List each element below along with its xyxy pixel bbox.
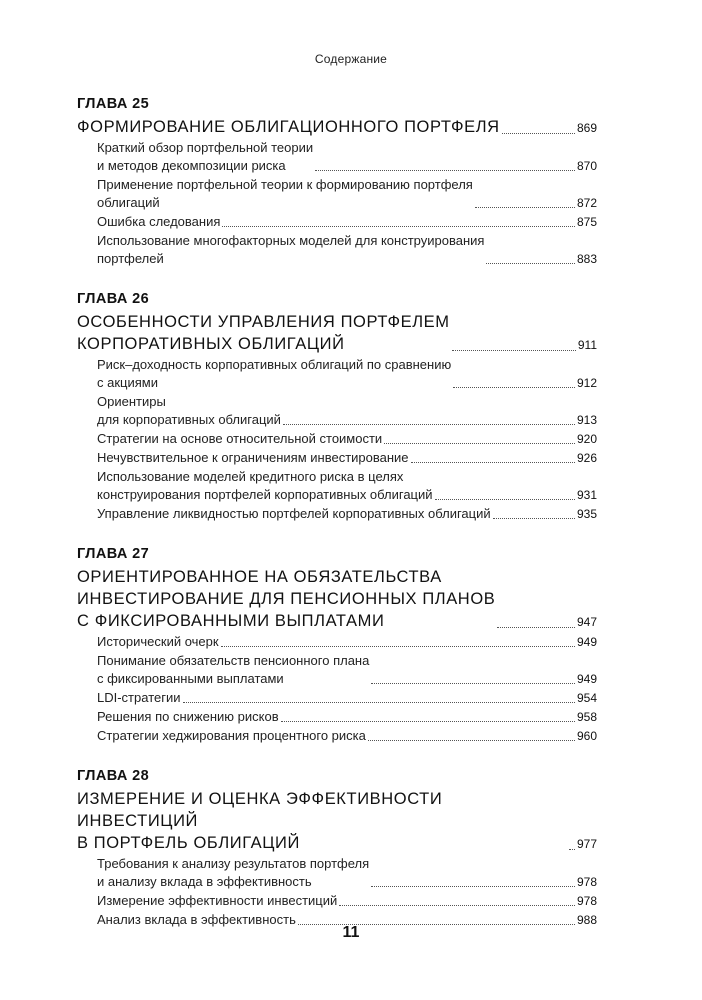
running-head: Содержание	[314, 52, 388, 66]
entry-line: Понимание обязательств пенсионного плана	[97, 653, 370, 668]
dot-leader	[221, 646, 575, 647]
entry-page-number: 926	[576, 451, 597, 465]
chapter-27	[77, 544, 597, 745]
entry-page-number: 949	[576, 635, 597, 649]
dot-leader	[493, 518, 575, 519]
entry-text	[97, 430, 382, 448]
dot-leader	[475, 207, 575, 208]
chapter-page-number: 869	[576, 121, 597, 135]
entry-page-number: 872	[576, 196, 597, 210]
dot-leader	[411, 462, 575, 463]
entry-line: Ошибка следования	[97, 214, 221, 229]
entry-text	[97, 356, 451, 392]
entry-line: Использование многофакторных моделей для конструирования	[97, 233, 485, 248]
entry-line: портфелей	[97, 251, 164, 266]
chapter-26	[77, 289, 597, 523]
dot-leader	[486, 263, 575, 264]
chapter-title-row[interactable]	[77, 788, 597, 854]
chapter-title-row[interactable]	[77, 116, 597, 138]
entry-page-number: 931	[576, 488, 597, 502]
entry-line: Использование моделей кредитного риска в целях	[97, 469, 404, 484]
entry-page-number: 988	[576, 913, 597, 927]
entry-text	[97, 176, 473, 212]
chapter-title	[77, 788, 567, 854]
chapter-title-line: ОСОБЕННОСТИ УПРАВЛЕНИЯ ПОРТФЕЛЕМ	[77, 313, 450, 331]
chapter-title-line: С ФИКСИРОВАННЫМИ ВЫПЛАТАМИ	[77, 612, 385, 630]
toc-entry[interactable]	[77, 139, 597, 175]
entry-page-number: 913	[576, 413, 597, 427]
entry-line: Решения по снижению рисков	[97, 709, 279, 724]
chapter-label: ГЛАВА 26	[77, 291, 150, 307]
chapter-title-line: ОРИЕНТИРОВАННОЕ НА ОБЯЗАТЕЛЬСТВА	[77, 568, 442, 586]
entry-text	[97, 449, 409, 467]
toc-entry[interactable]	[77, 468, 597, 504]
toc-entry[interactable]	[77, 652, 597, 688]
toc-entry[interactable]	[77, 633, 597, 651]
entry-text	[97, 213, 220, 231]
entry-line: Исторический очерк	[97, 634, 219, 649]
page-number: 11	[342, 924, 360, 941]
entry-line: конструирования портфелей корпоративных облигаций	[97, 487, 433, 502]
entry-text	[97, 633, 219, 651]
dot-leader	[384, 443, 575, 444]
chapter-title-line: ИНВЕСТИРОВАНИЕ ДЛЯ ПЕНСИОННЫХ ПЛАНОВ	[77, 590, 496, 608]
entry-text	[97, 708, 279, 726]
dot-leader	[569, 849, 575, 850]
toc-entry[interactable]	[77, 232, 597, 268]
entry-text	[97, 232, 484, 268]
chapter-title-line: КОРПОРАТИВНЫХ ОБЛИГАЦИЙ	[77, 335, 345, 353]
chapter-label: ГЛАВА 28	[77, 768, 150, 784]
dot-leader	[502, 133, 575, 134]
entry-text	[97, 892, 337, 910]
toc-entry[interactable]	[77, 892, 597, 910]
chapter-title-row[interactable]	[77, 566, 597, 632]
toc-entry[interactable]	[77, 855, 597, 891]
entry-page-number: 935	[576, 507, 597, 521]
dot-leader	[368, 740, 575, 741]
dot-leader	[339, 905, 575, 906]
entry-line: LDI-стратегии	[97, 690, 181, 705]
entry-line: Требования к анализу результатов портфеля	[97, 856, 370, 871]
entry-page-number: 883	[576, 252, 597, 266]
toc-entry[interactable]	[77, 356, 597, 392]
entry-text	[97, 468, 433, 504]
entry-page-number: 960	[576, 729, 597, 743]
chapter-label: ГЛАВА 27	[77, 546, 150, 562]
chapter-page-number: 977	[576, 837, 597, 851]
dot-leader	[222, 226, 575, 227]
chapter-title	[77, 566, 495, 632]
entry-line: Управление ликвидностью портфелей корпоративных облигаций	[97, 506, 491, 521]
entry-page-number: 875	[576, 215, 597, 229]
chapter-page-number: 947	[576, 615, 597, 629]
entry-page-number: 958	[576, 710, 597, 724]
table-of-contents	[77, 94, 597, 950]
entry-line: и анализу вклада в эффективность	[97, 874, 312, 889]
toc-entry[interactable]	[77, 449, 597, 467]
entry-page-number: 912	[576, 376, 597, 390]
entry-page-number: 920	[576, 432, 597, 446]
toc-entry[interactable]	[77, 213, 597, 231]
toc-entry[interactable]	[77, 393, 597, 429]
chapter-25	[77, 94, 597, 268]
entry-line: Стратегии хеджирования процентного риска	[97, 728, 366, 743]
dot-leader	[371, 683, 575, 684]
toc-entry[interactable]	[77, 727, 597, 745]
toc-entry[interactable]	[77, 176, 597, 212]
dot-leader	[453, 387, 575, 388]
dot-leader	[452, 350, 576, 351]
dot-leader	[183, 702, 575, 703]
chapter-title-line: В ПОРТФЕЛЬ ОБЛИГАЦИЙ	[77, 834, 300, 852]
entry-line: Анализ вклада в эффективность	[97, 912, 296, 927]
entry-text	[97, 139, 313, 175]
dot-leader	[281, 721, 575, 722]
chapter-title	[77, 311, 450, 355]
dot-leader	[497, 627, 575, 628]
toc-entry[interactable]	[77, 689, 597, 707]
entry-page-number: 978	[576, 875, 597, 889]
entry-text	[97, 652, 369, 688]
entry-text	[97, 505, 491, 523]
toc-entry[interactable]	[77, 708, 597, 726]
entry-page-number: 954	[576, 691, 597, 705]
entry-line: облигаций	[97, 195, 160, 210]
entry-line: и методов декомпозиции риска	[97, 158, 286, 173]
dot-leader	[371, 886, 575, 887]
entry-line: Ориентиры	[97, 394, 166, 409]
toc-entry[interactable]	[77, 430, 597, 448]
entry-line: Риск–доходность корпоративных облигаций по сравнению	[97, 357, 452, 372]
entry-page-number: 870	[576, 159, 597, 173]
entry-line: для корпоративных облигаций	[97, 412, 281, 427]
dot-leader	[283, 424, 575, 425]
chapter-title-line: ИЗМЕРЕНИЕ И ОЦЕНКА ЭФФЕКТИВНОСТИ ИНВЕСТИЦИЙ	[77, 790, 443, 830]
entry-line: Измерение эффективности инвестиций	[97, 893, 338, 908]
dot-leader	[435, 499, 575, 500]
chapter-title-row[interactable]	[77, 311, 597, 355]
entry-line: с акциями	[97, 375, 158, 390]
toc-entry[interactable]	[77, 505, 597, 523]
chapter-label: ГЛАВА 25	[77, 96, 150, 112]
chapter-28	[77, 766, 597, 929]
chapter-title	[77, 116, 500, 138]
dot-leader	[315, 170, 575, 171]
entry-text	[97, 727, 366, 745]
entry-page-number: 949	[576, 672, 597, 686]
chapter-title-line: ФОРМИРОВАНИЕ ОБЛИГАЦИОННОГО ПОРТФЕЛЯ	[77, 118, 500, 136]
entry-line: Краткий обзор портфельной теории	[97, 140, 314, 155]
entry-line: Нечувствительное к ограничениям инвестирование	[97, 450, 409, 465]
entry-text	[97, 855, 369, 891]
entry-page-number: 978	[576, 894, 597, 908]
entry-text	[97, 689, 181, 707]
entry-text	[97, 393, 281, 429]
entry-line: Стратегии на основе относительной стоимости	[97, 431, 383, 446]
entry-line: с фиксированными выплатами	[97, 671, 284, 686]
entry-line: Применение портфельной теории к формированию портфеля	[97, 177, 473, 192]
chapter-page-number: 911	[577, 338, 597, 352]
